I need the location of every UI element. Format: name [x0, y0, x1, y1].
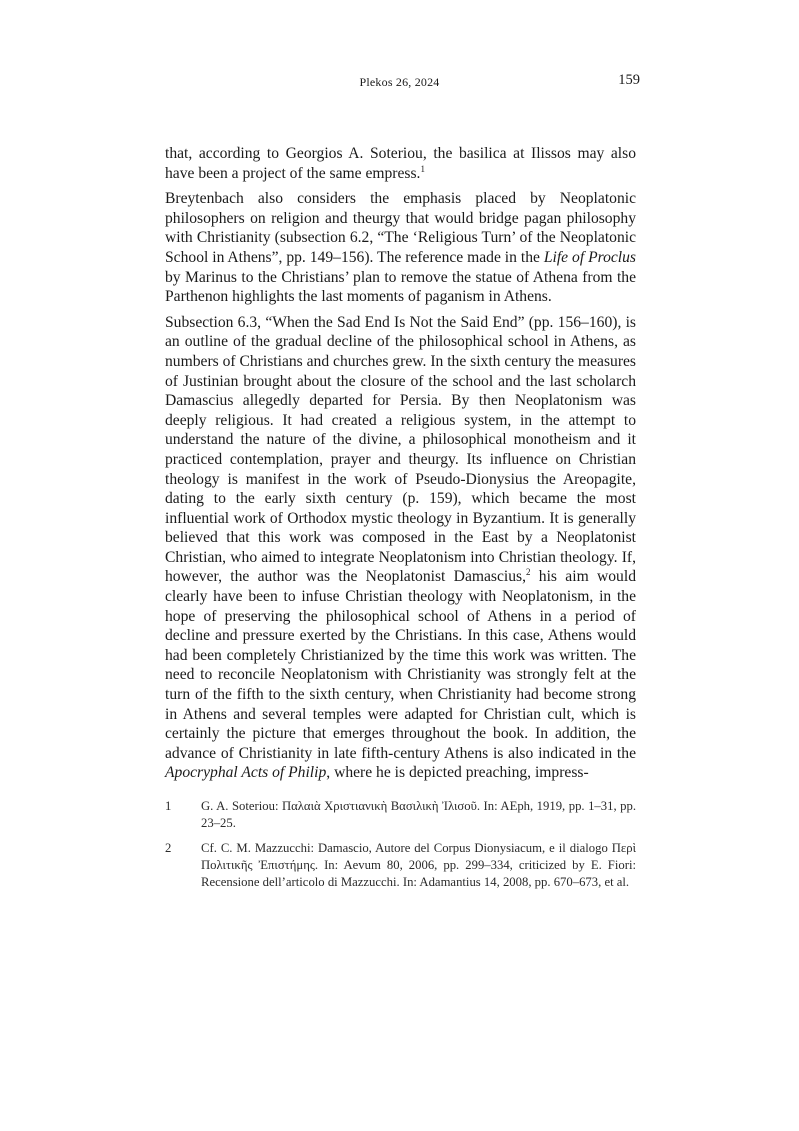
paragraph-3-text: Subsection 6.3, “When the Sad End Is Not the Said End” (pp. 156–160), is an outline of the gradual decline of the philosophical school in Athens, as numbers of Christians and churches grew. In the sixth century the measures of Justinian brought about the closure of the school and the last scholarch Damascius allegedly departed for Persia. By then Neoplatonism was deeply religious. It had created a religious system, in the attempt to understand the nature of the divine, a philosophical monotheism and it practiced contemplation, prayer and theurgy. Its influence on Christian theology is manifest in the work of Pseudo-Dionysius the Areopagite, dating to the early sixth century (p. 159), which became the most influential work of Orthodox mystic theology in Byzantium. It is generally believed that this work was composed in the East by a Neoplatonist Christian, who aimed to integrate Neoplatonism into Christian theology. If, however, the author was the Neoplatonist Damascius,: [165, 313, 637, 586]
footnote-text: G. A. Soteriou: Παλαιὰ Χριστιανικὴ Βασιλικὴ Ἰλισοῦ. In: AEph, 1919, pp. 1–31, pp. 23–25.: [201, 799, 636, 830]
paragraph-3: [165, 313, 636, 783]
main-text: [165, 144, 636, 789]
page-number: 159: [618, 72, 640, 88]
paragraph-2: [165, 189, 636, 307]
paragraph-1: [165, 144, 636, 183]
book-title-life-of-proclus: Life of Proclus: [543, 248, 637, 266]
footnote-number: 2: [165, 841, 172, 855]
running-head: [0, 72, 799, 92]
paragraph-2-text: Breytenbach also considers the emphasis placed by Neoplatonic philosophers on religion and theurgy that would bridge pagan philosophy with Christianity (subsection 6.2, “The ‘Religious Turn’ of the Neoplatonic School in Athens”, pp. 149–156). The reference made in the: [165, 190, 636, 266]
book-title-apocryphal-acts: Apocryphal Acts of Philip: [165, 764, 327, 782]
footnote-ref-1[interactable]: 1: [420, 163, 425, 174]
journal-reference: Plekos 26, 2024: [359, 75, 440, 89]
footnote-2: [165, 840, 636, 891]
footnotes: [165, 798, 636, 899]
paragraph-3-text-end: , where he is depicted preaching, impress-: [326, 764, 589, 782]
footnote-text: Cf. C. M. Mazzucchi: Damascio, Autore del Corpus Dionysiacum, e il dialogo Περὶ Πολιτικῆς Ἐπιστήμης. In: Aevum 80, 2006, pp. 299–334, criticized by E. Fiori: Recensione dell’articolo di Mazzucchi. In: Adamantius 14, 2008, pp. 670–673, et al.: [201, 841, 636, 889]
footnote-ref-2[interactable]: 2: [526, 567, 531, 578]
paragraph-3-text-mid: his aim would clearly have been to infuse Christian theology with Neoplatonism, in the hope of preserving the philosophical school of Athens in a period of decline and pressure exerted by the Christians. In this case, Athens would had been completely Christianized by the time this work was written. The need to reconcile Neoplatonism with Christianity was strongly felt at the turn of the fifth to the sixth century, when Christianity had become strong in Athens and several temples were adapted for Christian cult, which is certainly the picture that emerges throughout the book. In addition, the advance of Christianity in late fifth-century Athens is also indicated in the: [165, 568, 636, 762]
paragraph-2-text-end: by Marinus to the Christians’ plan to remove the statue of Athena from the Parthenon highlights the last moments of paganism in Athens.: [165, 268, 636, 306]
paragraph-1-text: that, according to Georgios A. Soteriou, the basilica at Ilissos may also have been a project of the same empress.: [165, 145, 636, 182]
footnote-number: 1: [165, 799, 172, 813]
footnote-1: [165, 798, 636, 832]
